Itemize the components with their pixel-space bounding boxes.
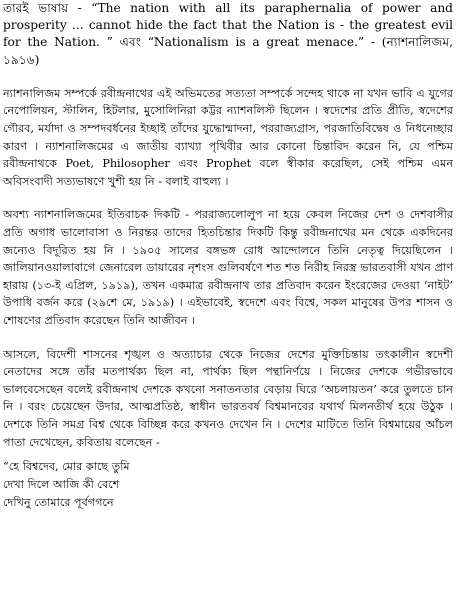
poem-excerpt <box>3 458 453 512</box>
paragraph-nationalism-opinion: ন্যাশনালিজম সম্পর্কে রবীন্দ্রনাথের এই অভিমতের সত্যতা সম্পর্কে সন্দেহ থাকে না যখন ভাবি এ যুগের নেপোলিয়ন, স্টালিন, হিটলার, মুসোলিনিরা কট্টর ন্যাশনলিস্ট ছিলেন । স্বদেশের প্রতি প্রীতি, স্বদেশের গৌরব, মর্যাদা ও সম্পদবর্ধনের ইচ্ছাই তাঁদের যুদ্ধোন্মাদনা, পররাজ্যগ্রাস, পরজাতিবিদ্বেষ ও নিধনেচ্ছার কারণ । ন্যাশনালিজমের এ জাতীয় ব্যাখ্যা পৃথিবীর আর কোনো চিন্তাবিদ করেন নি, যে পশ্চিম রবীন্দ্রনাথকে Poet, Philosopher এবং Prophet বলে স্বীকার করেছিল, সেই পশ্চিম এমন অবিসংবাদী সত্যভাষণে খুশী হয় নি - বলাই বাহুল্য । <box>3 86 453 188</box>
poem-line: “হে বিশ্বদেব, মোর কাছে তুমি <box>3 460 130 474</box>
poem-line: দেখিনু তোমারে পূর্বগগনে <box>3 496 114 510</box>
paragraph-gap <box>3 69 453 85</box>
paragraph-freedom-thought: আসলে, বিদেশী শাসনের শৃঙ্খল ও অত্যাচার থেকে নিজের দেশের মুক্তিচিন্তায় তৎকালীন স্বদেশী নেতাদের সঙ্গে তাঁর মতপার্থক্য ছিল না, পার্থক্য ছিল পন্থানির্ণয়ে । নিজের দেশকে গভীরভাবে ভালবেসেছেন বলেই রবীন্দ্রনাথ দেশকে কখনো সনাতনতার বেড়ায় ঘিরে ‘অচলায়তন’ করে তুলতে চান নি । বরং চেয়েছেন উদার, আত্মপ্রতিষ্ঠ, স্বাধীন ভারতবর্ষ বিশ্বমানবের যথার্থ মিলনতীর্থ হয়ে উঠুক । দেশকে তিনি সমগ্র বিশ্ব থেকে বিচ্ছিন্ন করে কখনও দেখেন নি । দেশের মাটিতে তিনি বিশ্বমায়ের আঁচল পাতা দেখেছেন, কবিতায় বলেছেন - <box>3 347 453 449</box>
poem-line: দেখা দিলে আজি কী বেশে <box>3 478 120 492</box>
paragraph-gap <box>3 330 453 346</box>
paragraph-positive-side: অবশ্য ন্যাশনালিজমের ইতিবাচক দিকটি - পররাজ্যলোলুপ না হয়ে কেবল নিজের দেশ ও দেশবাসীর প্রতি অগাধ ভালোবাসা ও নিরন্তর তাদের হিতচিন্তার দিকটি কিন্তু রবীন্দ্রনাথের মন থেকে একদিনের জন্যেও বিদূরিত হয় নি । ১৯০৫ সালের বঙ্গভঙ্গ রোধ আন্দোলনে তিনি নেতৃত্ব দিয়েছিলেন । জালিয়ানওয়ালাবাগে জেনারেল ডায়ারের নৃশংস গুলিবর্ষণে শত শত নিরীহ নিরস্ত্র ভারতবাসী যখন প্রাণ হারায় (১৩-ই এপ্রিল, ১৯১৯), তখন একমাত্র রবীন্দ্রনাথ তার প্রতিবাদ করেন ইংরেজের দেওয়া ‘নাইট’ উপাধি বর্জন করে (২৯শে মে, ১৯১৯) । এইভাবেই, স্বদেশে এবং বিশ্বে, সকল মানুষের উপর শাসন ও শোষণের প্রতিবাদ করেছেন তিনি আজীবন । <box>3 208 453 327</box>
paragraph-nationalism-quote: তারই ভাষায় - “The nation with all its paraphernalia of power and prosperity ... cannot hide the fact that the Nation is - the greatest evil for the Nation. ” এবং “Nationalism is a great menace.” - (ন্যাশনালিজম, ১৯১৬) <box>3 1 453 67</box>
paragraph-gap <box>3 190 453 206</box>
